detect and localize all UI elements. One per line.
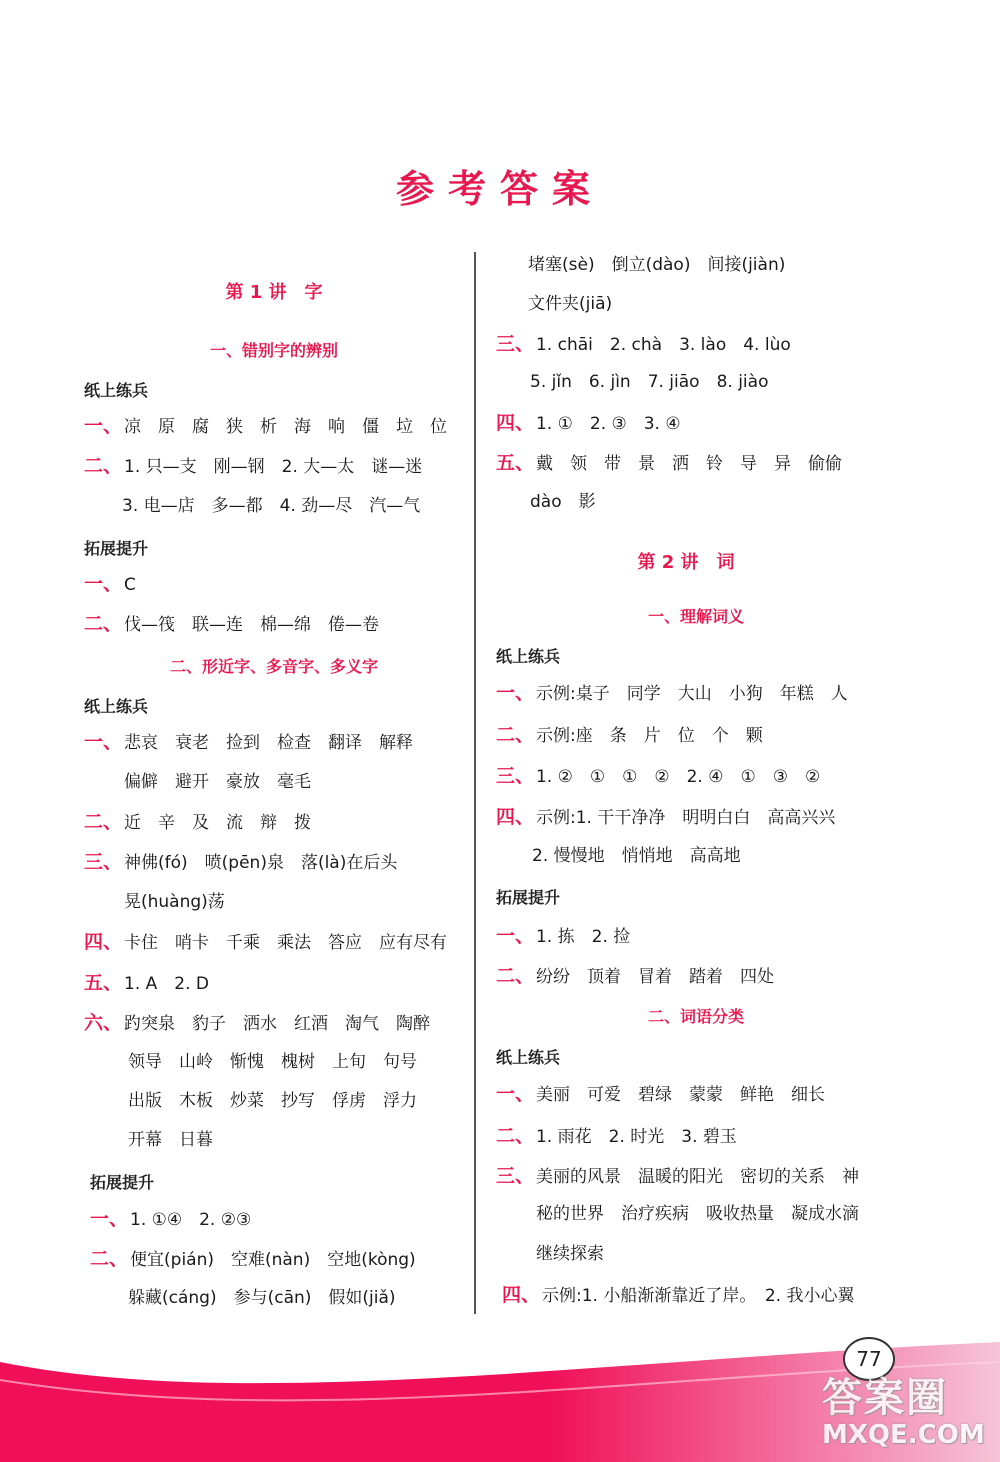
page-title: 参考答案 bbox=[395, 167, 604, 211]
answer-line: 一、 1. 拣 2. 捡 bbox=[496, 925, 631, 947]
answer-line: 一、 凉 原 腐 狭 析 海 响 僵 垃 位 bbox=[84, 415, 448, 437]
subsection-label: 纸上练兵 bbox=[496, 647, 561, 666]
answer-line: 五、 1. A 2. D bbox=[84, 972, 209, 994]
subsection-label: 拓展提升 bbox=[90, 1173, 155, 1192]
answer-line: 一、 C bbox=[84, 573, 136, 595]
answer-line: 三、 1. chāi 2. chà 3. lào 4. lùo bbox=[496, 333, 791, 355]
section-heading: 一、错别字的辨别 bbox=[209, 341, 338, 360]
answer-line: 躲藏(cáng) 参与(cān) 假如(jiǎ) bbox=[128, 1288, 396, 1308]
answer-line: 一、 美丽 可爱 碧绿 蒙蒙 鲜艳 细长 bbox=[496, 1083, 826, 1105]
answer-line: 四、 卡住 哨卡 千乘 乘法 答应 应有尽有 bbox=[84, 931, 448, 953]
answer-line: 开幕 日暮 bbox=[128, 1130, 213, 1150]
section-heading: 二、词语分类 bbox=[647, 1007, 744, 1026]
answer-line: 二、 便宜(pián) 空难(nàn) 空地(kòng) bbox=[90, 1248, 416, 1270]
answer-line: 二、 近 辛 及 流 辩 拨 bbox=[84, 811, 312, 833]
answer-line: 偏僻 避开 豪放 毫毛 bbox=[124, 772, 311, 792]
answer-line: 秘的世界 治疗疾病 吸收热量 凝成水滴 bbox=[536, 1204, 859, 1224]
subsection-label: 纸上练兵 bbox=[496, 1048, 561, 1067]
watermark-logo: 答案圈 bbox=[822, 1375, 948, 1421]
answer-line: 二、 1. 只—支 刚—钢 2. 大—太 谜—迷 bbox=[84, 455, 423, 477]
answer-line: 晃(huàng)荡 bbox=[124, 892, 225, 912]
answer-line: 继续探索 bbox=[536, 1244, 604, 1264]
answer-line: 四、 1. ① 2. ③ 3. ④ bbox=[496, 412, 681, 434]
watermark-url: MXQE.COM bbox=[822, 1420, 985, 1450]
answer-line: 堵塞(sè) 倒立(dào) 间接(jiàn) bbox=[528, 255, 786, 275]
subsection-label: 纸上练兵 bbox=[84, 697, 149, 716]
answer-line: 四、 示例:1. 干干净净 明明白白 高高兴兴 bbox=[496, 806, 836, 828]
answer-line: 2. 慢慢地 悄悄地 高高地 bbox=[532, 846, 741, 866]
answer-line: 二、 纷纷 顶着 冒着 踏着 四处 bbox=[496, 965, 775, 987]
page-number: 77 bbox=[843, 1337, 895, 1381]
answer-line: dào 影 bbox=[530, 492, 596, 512]
answer-line: 3. 电—店 多—都 4. 劲—尽 汽—气 bbox=[122, 496, 421, 516]
answer-line: 5. jǐn 6. jìn 7. jiāo 8. jiào bbox=[530, 372, 769, 392]
answer-line: 二、 1. 雨花 2. 时光 3. 碧玉 bbox=[496, 1125, 737, 1147]
answer-line: 三、 美丽的风景 温暖的阳光 密切的关系 神 bbox=[496, 1165, 860, 1187]
answer-line: 二、 示例:座 条 片 位 个 颗 bbox=[496, 724, 763, 746]
section-heading: 一、理解词义 bbox=[647, 607, 744, 626]
lecture-1-heading: 第 1 讲 字 bbox=[225, 282, 323, 303]
answer-line: 领导 山岭 惭愧 槐树 上旬 句号 bbox=[128, 1052, 417, 1072]
answer-line: 四、 示例:1. 小船渐渐靠近了岸。 2. 我小心翼 bbox=[502, 1284, 855, 1306]
answer-line: 三、 神佛(fó) 喷(pēn)泉 落(là)在后头 bbox=[84, 851, 398, 873]
section-heading: 二、形近字、多音字、多义字 bbox=[169, 657, 378, 676]
subsection-label: 拓展提升 bbox=[496, 888, 561, 907]
answer-line: 五、 戴 领 带 景 洒 铃 导 异 偷偷 bbox=[496, 452, 843, 474]
answer-line: 一、 悲哀 衰老 捡到 检查 翻译 解释 bbox=[84, 731, 414, 753]
subsection-label: 拓展提升 bbox=[84, 539, 149, 558]
subsection-label: 纸上练兵 bbox=[84, 381, 149, 400]
lecture-2-heading: 第 2 讲 词 bbox=[637, 552, 735, 573]
answer-line: 出版 木板 炒菜 抄写 俘虏 浮力 bbox=[128, 1091, 417, 1111]
answer-line: 一、 1. ①④ 2. ②③ bbox=[90, 1208, 252, 1230]
column-divider bbox=[474, 252, 476, 1314]
answer-line: 一、 示例:桌子 同学 大山 小狗 年糕 人 bbox=[496, 682, 848, 704]
answer-line: 三、 1. ② ① ① ② 2. ④ ① ③ ② bbox=[496, 765, 821, 787]
answer-line: 文件夹(jiā) bbox=[528, 294, 613, 314]
answer-line: 二、 伐—筏 联—连 棉—绵 倦—卷 bbox=[84, 613, 380, 635]
answer-line: 六、 趵突泉 豹子 洒水 红酒 淘气 陶醉 bbox=[84, 1012, 431, 1034]
